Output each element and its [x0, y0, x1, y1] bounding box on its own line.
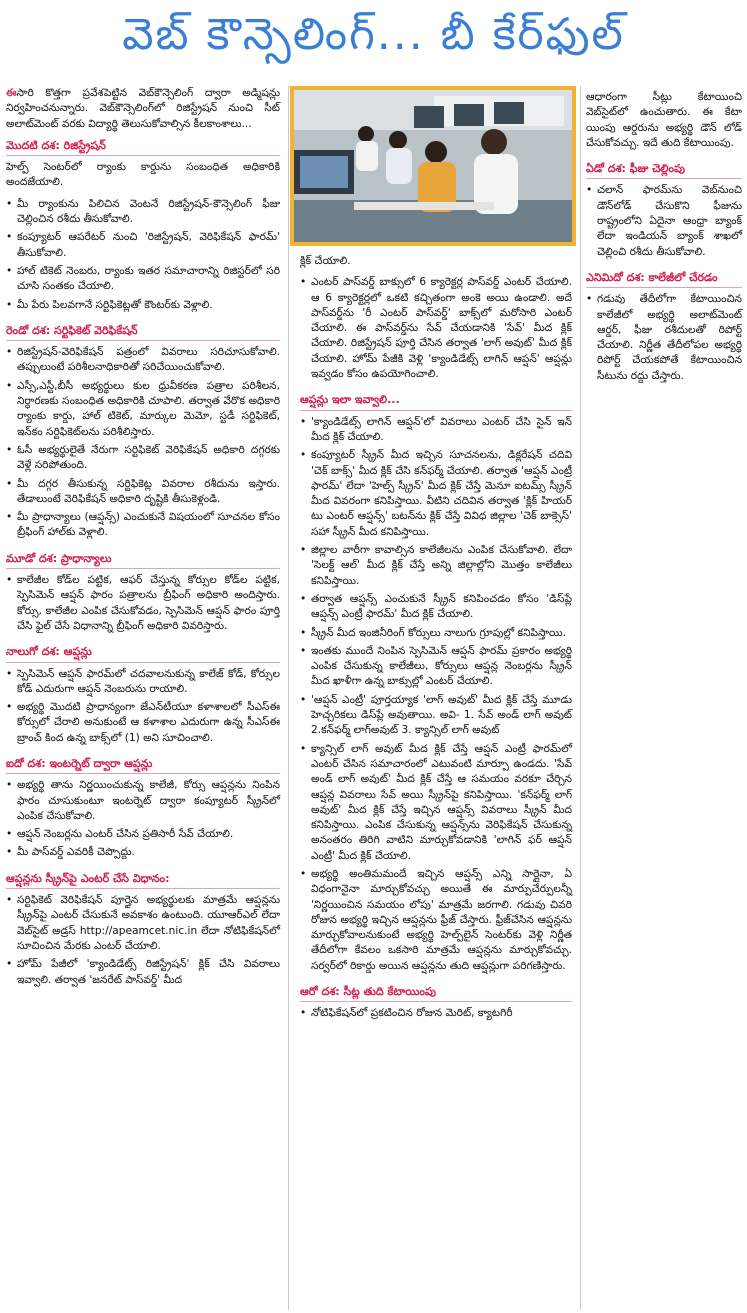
list-item: • గడువు తేదీలోగా కేటాయించిన కాలేజీలో అభ్యర్థి అలాట్‌మెంట్ ఆర్డర్, ఫీజు రశీదులతో రిపోర్ట్ చేయాలి. నిర్ణీత తేదీలోపల అభ్యర్థి రిపోర్ట్ చేయకపోతే కేటాయించిన సీటును రద్దు చేస్తారు. — [586, 292, 742, 384]
list-item: • ఎంటర్ పాస్‌వర్డ్ బాక్సులో 6 క్యారెక్టర్ల పాస్‌వర్డ్ ఎంటర్ చేయాలి. ఆ 6 క్యారెక్టర్లలో ఒకటి కచ్చితంగా అంకె అయి ఉండాలి. అదే పాస్‌వర్డ్‌ను 'రీ ఎంటర్ పాస్‌వర్డ్' బాక్స్‌లో మరోసారి ఎంటర్ చేయాలి. ఈ పాస్‌వర్డ్‌ను సేవ్ చేయడానికి 'సేవ్' మీద క్లిక్ చేయాలి. రిజిస్ట్రేషన్ పూర్తి చేసిన తర్వాత 'లాగ్ అవుట్' మీద క్లిక్ చేయాలి. హోమ్ పేజీకి వెళ్లి 'క్యాండిడేట్స్ లాగిన్ ఆప్షన్' ఆప్షన్లు ఇవ్వడం కోసం ఉపయోగించాలి. — [300, 275, 572, 382]
list-item: • ఓసీ అభ్యర్థులైతే నేరుగా సర్టిఫికెట్ వెరిఫికేషన్ అధికారి దగ్గరకు వెళ్లే సరిపోతుంది. — [6, 443, 280, 474]
section-heading: మొదటి దశ: రిజిస్ట్రేషన్ — [6, 138, 280, 156]
list-item: • జిల్లాల వారీగా కావాల్సిన కాలేజీలను ఎంపిక చేసుకోవాలి. లేదా 'సెలక్ట్ ఆల్' మీద క్లిక్ చేస్తే అన్ని జిల్లాల్లోని మొత్తం కాలేజీలు కనిపిస్తాయి. — [300, 543, 572, 589]
section-heading: మూడో దశ: ప్రాధాన్యాలు — [6, 551, 280, 569]
list-item: • కాలేజీల కోడ్‌ల పట్టిక, ఆఫర్ చేస్తున్న కోర్సుల కోడ్‌ల పట్టిక, స్పెసిమెన్ ఆప్షన్ ఫారం పత్రాలను బ్రీఫింగ్ అధికారి అందిస్తారు. కోర్సు, కాలేజీల ఎంపిక చేసుకోవడం, స్పెసిమెన్ ఆప్షన్ ఫారం పూర్తి చేసి ఫైల్ చేసే విధానాన్ని బ్రీఫింగ్ అధికారి వివరిస్తారు. — [6, 573, 280, 634]
list-item: • రిజిస్ట్రేషన్-వెరిఫికేషన్ పత్రంలో వివరాలు సరిచూసుకోవాలి. తప్పులుంటే పరిశీలనాధికారితో సరిచేయించుకోవాలి. — [6, 345, 280, 376]
list-item: • ఎస్సీ,ఎస్టీ,బీసీ అభ్యర్థులు కుల ధ్రువీకరణ పత్రాల పరిశీలన, నిర్ధారణకు సంబంధిత అధికారికి చూపాలి. తర్వాత వేరొక అధికారి ర్యాంకు కార్డు, హాల్ టికెట్, మార్కుల మెమో, స్టడీ సర్టిఫికెట్, ఇన్‌కం సర్టిఫికెట్‌లను పరిశీలిస్తారు. — [6, 379, 280, 440]
list-item: • అభ్యర్థి తాను నిర్ణయించుకున్న కాలేజీ, కోర్సు ఆప్షన్లను నింపిన ఫారం చూసుకుంటూ ఇంటర్నెట్ ద్వారా కంప్యూటర్ స్క్రీన్‌లో ఎంపిక చేసుకోవాలి. — [6, 778, 280, 824]
list-item: • మీ దగ్గర తీసుకున్న సర్టిఫికెట్ల వివరాల రశీదును ఇస్తారు. తేడాలుంటే వెరిఫికేషన్ అధికారి దృష్టికి తీసుకెళ్లండి. — [6, 477, 280, 508]
bullet-list — [6, 893, 280, 988]
continued-text: క్లిక్ చేయాలి. — [300, 255, 351, 267]
headline: వెబ్ కౌన్సెలింగ్... బీ కేర్‌ఫుల్ — [122, 9, 625, 60]
list-item: • నోటిఫికేషన్‌లో ప్రకటించిన రోజున మెరిట్, క్యాటగిరీ — [300, 1006, 572, 1021]
list-item: • సర్టిఫికెట్ వెరిఫికేషన్ పూర్తైన అభ్యర్థులకు మాత్రమే ఆప్షన్లను స్క్రీన్‌పై ఎంటర్ చేసుకునే అవకాశం ఉంటుంది. యూఆర్‌ఎల్ లేదా వెబ్‌సైట్ అడ్రస్ http://apeamcet.nic.in లేదా నోటిఫికేషన్‌లో సూచించిన మేరకు ఎంటర్ చేయాలి. — [6, 893, 280, 954]
bullet-list — [300, 1006, 572, 1021]
section-heading: ఆప్షన్లు ఇలా ఇవ్వాలి... — [300, 392, 572, 410]
list-item: • కంప్యూటర్ స్క్రీన్ మీద ఇచ్చిన సూచనలను, డిక్లరేషన్ చదివి 'చెక్ బాక్స్' మీద క్లిక్ చేసి కన్‌ఫర్మ్ చేయాలి. తర్వాత 'ఆప్షన్ ఎంట్రీ ఫారమ్' లేదా 'హెల్ప్ స్క్రీన్' మీద క్లిక్ చేస్తే మెనూ ఐటమ్స్ స్క్రీన్ మీద వివరంగా కనిపిస్తాయి. వీటిని చదివిన తర్వాత 'క్లిక్ హియర్ టు ఎంటర్ ఆప్షన్స్' బటన్‌ను క్లిక్ చేస్తే వివిధ జిల్లాల 'చెక్ బాక్సెస్' సహా స్క్రీన్ మీద కనిపిస్తాయి. — [300, 448, 572, 540]
bullet-list — [6, 345, 280, 541]
section-heading: ఎనిమిదో దశ: కాలేజీలో చేరడం — [586, 270, 742, 288]
bullet-list — [6, 778, 280, 860]
section-heading: రెండో దశ: సర్టిఫికెట్ వెరిఫికేషన్ — [6, 323, 280, 341]
section-heading: ఆరో దశ: సీట్ల తుది కేటాయింపు — [300, 984, 572, 1002]
section-heading: ఆప్షన్లను స్క్రీన్‌పై ఎంటర్ చేసే విధానం: — [6, 871, 280, 889]
section-heading: ఐదో దశ: ఇంటర్నెట్ ద్వారా ఆప్షన్లు — [6, 756, 280, 774]
list-item: • మీ ర్యాంకును పిలిచిన వెంటనే రిజిస్ట్రేషన్-కౌన్సెలింగ్ ఫీజు చెల్లించిన రశీదు తీసుకోవాలి. — [6, 197, 280, 228]
list-item: • హాల్ టికెట్ నెంబరు, ర్యాంకు ఇతర సమాచారాన్ని రిజిస్టర్‌లో సరి చూసి సంతకం చేయాలి. — [6, 264, 280, 295]
column-3 — [586, 90, 742, 388]
list-item: • స్క్రీన్ మీద ఇంజినీరింగ్ కోర్సులు నాలుగు గ్రూపుల్లో కనిపిస్తాయి. — [300, 626, 572, 641]
list-item: • స్పెసిమెన్ ఆప్షన్ ఫారమ్‌లో చదవాలనుకున్న కాలేజ్ కోడ్, కోర్సుల కోడ్ ఎదురుగా ఆప్షన్ నెంబరును రాయాలి. — [6, 667, 280, 698]
list-item: • మీ పాస్‌వర్డ్ ఎవరికీ చెప్పొద్దు. — [6, 845, 280, 860]
list-item: • ఆప్షన్ నెంబర్లను ఎంటర్ చేసిన ప్రతిసారీ సేవ్ చేయాలి. — [6, 827, 280, 842]
section-lead: హెల్ప్ సెంటర్‌లో ర్యాంకు కార్డును సంబంధిత అధికారికి అందజేయాలి. — [6, 161, 280, 189]
dropcap: ఈ — [6, 87, 17, 99]
intro-paragraph — [6, 86, 280, 132]
intro-text: సారి కొత్తగా ప్రవేశపెట్టిన వెబ్‌కౌన్సెలింగ్ ద్వారా అడ్మిషన్లు నిర్వహించనున్నారు. వెబ్‌కౌన్సెలింగ్‌లో రిజిస్ట్రేషన్ నుంచి సీట్ అలాట్‌మెంట్ వరకు విద్యార్థి తెలుసుకోవాల్సిన కీలకాంశాలు... — [6, 87, 280, 130]
bullet-list — [300, 415, 572, 974]
list-item: • ఇంతకు ముందే నింపిన స్పెసిమెన్ ఆప్షన్ ఫారమ్ ప్రకారం అభ్యర్థి ఎంపిక చేసుకున్న కాలేజీలు, కోర్సులు ఆప్షన్ల నెంబర్లను స్క్రీన్ మీద ఖాళీగా ఉన్న బాక్సుల్లో ఎంటర్ చేయాలి. — [300, 644, 572, 690]
list-item: • తర్వాత ఆప్షన్స్ ఎంచుకునే స్క్రీన్ కనిపించడం కోసం 'డిస్‌ప్లే ఆప్షన్స్ ఎంట్రీ ఫారమ్' మీద క్లిక్ చేయాలి. — [300, 592, 572, 623]
bullet-list — [6, 573, 280, 634]
bullet-list — [300, 275, 572, 382]
column-divider — [580, 86, 581, 1310]
students-at-computers-image — [294, 90, 572, 242]
column-divider — [288, 86, 289, 1310]
list-item: • అభ్యర్థి అంతిమమందే ఇచ్చిన ఆప్షన్స్ ఎన్ని సార్లైనా, ఏ విధంగానైనా మార్చుకోవచ్చు అయితే ఈ మార్పుచేర్పులన్నీ 'నిర్ణయించిన సమయం లోపు' మాత్రమే జరగాలి. గడువు చివరి రోజున అభ్యర్థి ఇచ్చిన ఆప్షన్లను ఫ్రీజ్ చేస్తారు. ఫ్రీజ్‌చేసిన ఆప్షన్లను మార్చుకోవాలనుకుంటే అభ్యర్థి హెల్ప్‌లైన్ సెంటర్‌కు వెళ్లి నిర్ణీత తేదీలోగా కేవలం ఒకసారి మాత్రమే ఆప్షన్లను మార్చుకోవచ్చు. సర్వర్‌లో రికార్డు అయిన ఆప్షన్లను తుది ఆప్షన్లుగా పరిగణిస్తారు. — [300, 867, 572, 974]
list-item: • కంప్యూటర్ ఆపరేటర్ నుంచి 'రిజిస్ట్రేషన్, వెరిఫికేషన్ ఫారమ్' తీసుకోవాలి. — [6, 230, 280, 261]
section-heading: నాలుగో దశ: ఆప్షన్లు — [6, 644, 280, 662]
bullet-list — [6, 197, 280, 313]
bullet-list — [586, 292, 742, 384]
list-item: • అభ్యర్థి మొదటి ప్రాధాన్యంగా జేఎన్‌టీయూ కళాశాలలో సీఎస్‌ఈ కోర్సులో చేరాలి అనుకుంటే ఆ కళాశాల ఎదురుగా ఉన్న సీఎస్‌ఈ బ్రాంచ్ కింద ఉన్న బాక్స్‌లో (1) అని సూచించాలి. — [6, 700, 280, 746]
list-item: • 'ఆప్షన్ ఎంట్రీ' పూర్తయ్యాక 'లాగ్ అవుట్' మీద క్లిక్ చేస్తే మూడు హెచ్చరికలు డిస్‌ప్లే అవుతాయి. అవి- 1. సేవ్ అండ్ లాగ్ అవుట్ 2.కన్‌ఫర్మ్ లాగ్‌అవుట్ 3. క్యాన్సిల్ లాగ్ అవుట్ — [300, 693, 572, 739]
list-item: • హోమ్ పేజీలో 'క్యాండిడేట్స్ రిజిస్ట్రేషన్' క్లిక్ చేసి వివరాలు ఇవ్వాలి. తర్వాత 'జనరేట్ పాస్‌వర్డ్' మీద — [6, 957, 280, 988]
computer-lab-photo — [290, 86, 576, 246]
bullet-list — [586, 183, 742, 259]
bullet-list — [6, 667, 280, 746]
column-2 — [300, 254, 572, 1026]
list-item: • 'క్యాండిడేట్స్ లాగిన్ ఆప్షన్'లో వివరాలు ఎంటర్ చేసి సైన్ ఇన్ మీద క్లిక్ చేయాలి. — [300, 415, 572, 446]
column-1 — [6, 86, 280, 992]
section-heading: ఏడో దశ: ఫీజు చెల్లింపు — [586, 161, 742, 179]
list-item: • మీ పేరు పిలవగానే సర్టిఫికెట్లతో కౌంటర్‌కు వెళ్లాలి. — [6, 298, 280, 313]
list-item: • మీ ప్రాధాన్యాలు (ఆప్షన్స్) ఎంచుకునే విషయంలో సూచనల కోసం బ్రీఫింగ్ హాల్‌కు వెళ్లాలి. — [6, 510, 280, 541]
list-item: • చలాన్ ఫారమ్‌ను వెబ్‌నుంచి డౌన్‌లోడ్ చేసుకొని ఫీజును రాష్ట్రంలోని ఏదైనా ఆంధ్రా బ్యాంక్ లేదా ఇండియన్ బ్యాంక్ శాఖలో చెల్లించి రశీదు తీసుకోవాలి. — [586, 183, 742, 259]
continued-text: ఆధారంగా సీట్లు కేటాయించి వెబ్‌సైట్‌లో ఉంచుతారు. ఈ కేటా యింపు ఆర్డరును అభ్యర్థి డౌన్ లోడ్ చేసుకోవచ్చు. ఇదే తుది కేటాయింపు. — [586, 91, 742, 149]
list-item: • క్యాన్సిల్ లాగ్ అవుట్ మీద క్లిక్ చేస్తే ఆప్షన్ ఎంట్రీ ఫారమ్‌లో ఎంటర్ చేసిన సమాచారంలో ఎటువంటి మార్పూ ఉండదు. 'సేవ్ అండ్ లాగ్ అవుట్' మీద క్లిక్ చేస్తే ఆ సమయం వరకూ చేర్చిన ఆప్షన్ల వివరాలు సేవ్ అయి స్క్రీన్‌పై కనిపిస్తాయి. 'కన్‌ఫర్మ్ లాగ్ అవుట్' మీద క్లిక్ చేస్తే ఇచ్చిన ఆప్షన్స్ వివరాలు స్క్రీన్ మీద కనిపిస్తాయి. ఎంపిక చేసుకున్న ఆప్షన్స్‌ను వెరిఫికేషన్ చేసుకున్న అనంతరం తిరిగి వాటిని మార్చుకోవడానికి 'లాగిన్ ఫర్ ఆప్షన్ ఎంట్రీ' మీద క్లిక్ చేయాలి. — [300, 742, 572, 864]
